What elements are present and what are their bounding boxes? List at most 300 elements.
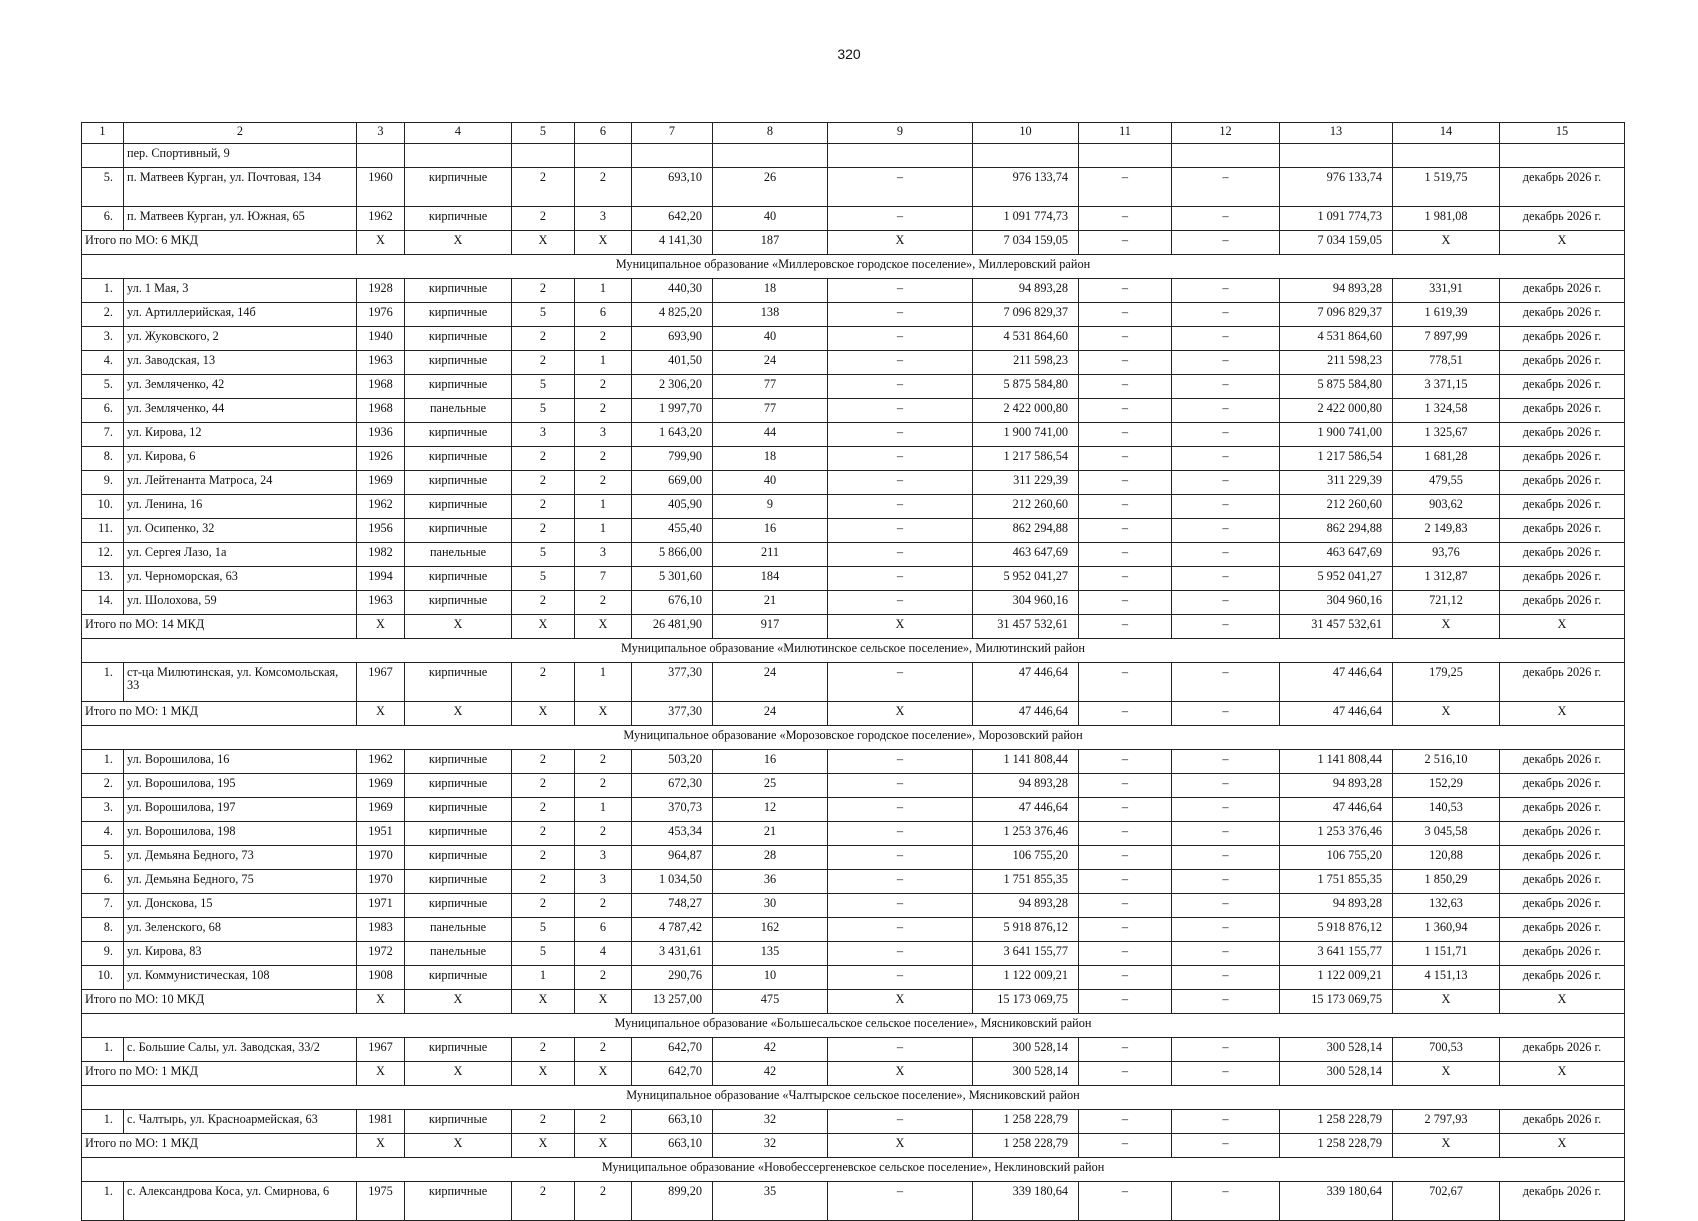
total-label: Итого по МО: 1 МКД (82, 1062, 357, 1086)
cell-col-4: кирпичные (405, 447, 512, 471)
cell-col-12: – (1172, 822, 1280, 846)
total-cell-col-7: 4 141,30 (632, 231, 713, 255)
cell-col-5: 5 (512, 543, 575, 567)
cell-col-14: 1 324,58 (1393, 399, 1500, 423)
total-cell-col-7: 13 257,00 (632, 990, 713, 1014)
cell-col-14: 2 149,83 (1393, 519, 1500, 543)
cell-col-11: – (1079, 471, 1172, 495)
table-row (82, 144, 1625, 168)
cell-col-13: 47 446,64 (1280, 663, 1393, 702)
cell-col-1: 6. (82, 207, 124, 231)
cell-col-9: – (828, 798, 973, 822)
cell-col-8: 77 (713, 375, 828, 399)
cell-col-4: панельные (405, 942, 512, 966)
cell-col-15: декабрь 2026 г. (1500, 495, 1625, 519)
cell-col-11: – (1079, 351, 1172, 375)
cell-col-12: – (1172, 870, 1280, 894)
address-cell: ст-ца Милютинская, ул. Комсомольская, 33 (124, 663, 357, 702)
total-cell-col-15: X (1500, 702, 1625, 726)
total-cell-col-11: – (1079, 1134, 1172, 1158)
cell-col-14: 4 151,13 (1393, 966, 1500, 990)
cell-col-4: панельные (405, 543, 512, 567)
total-cell-col-13: 1 258 228,79 (1280, 1134, 1393, 1158)
cell-col-1: 8. (82, 918, 124, 942)
cell-col-3: 1951 (357, 822, 405, 846)
total-cell-col-3: X (357, 990, 405, 1014)
cell-col-9: – (828, 168, 973, 207)
cell-col-1: 2. (82, 303, 124, 327)
cell-col-9: – (828, 1182, 973, 1221)
total-cell-col-5: X (512, 231, 575, 255)
total-cell-col-8: 24 (713, 702, 828, 726)
total-cell-col-11: – (1079, 615, 1172, 639)
cell-col-5: 5 (512, 567, 575, 591)
cell-col-13: 1 141 808,44 (1280, 750, 1393, 774)
cell-col-15: декабрь 2026 г. (1500, 519, 1625, 543)
table-row (82, 798, 1625, 822)
column-number: 8 (713, 123, 828, 144)
total-row (82, 615, 1625, 639)
cell-col-7 (632, 144, 713, 168)
cell-col-13: 5 918 876,12 (1280, 918, 1393, 942)
registry-body (82, 123, 1625, 1221)
cell-col-12: – (1172, 846, 1280, 870)
cell-col-7: 455,40 (632, 519, 713, 543)
cell-col-7: 672,30 (632, 774, 713, 798)
cell-col-11: – (1079, 495, 1172, 519)
cell-col-6: 1 (575, 519, 632, 543)
cell-col-12: – (1172, 519, 1280, 543)
address-cell: ул. Кирова, 83 (124, 942, 357, 966)
cell-col-3: 1968 (357, 375, 405, 399)
cell-col-1: 6. (82, 399, 124, 423)
cell-col-7: 503,20 (632, 750, 713, 774)
cell-col-7: 405,90 (632, 495, 713, 519)
cell-col-9: – (828, 567, 973, 591)
address-cell: ул. Демьяна Бедного, 73 (124, 846, 357, 870)
cell-col-12: – (1172, 543, 1280, 567)
cell-col-12: – (1172, 942, 1280, 966)
column-number: 14 (1393, 123, 1500, 144)
cell-col-7: 4 825,20 (632, 303, 713, 327)
cell-col-14 (1393, 144, 1500, 168)
address-cell: ул. Коммунистическая, 108 (124, 966, 357, 990)
total-cell-col-11: – (1079, 990, 1172, 1014)
total-label: Итого по МО: 1 МКД (82, 702, 357, 726)
total-cell-col-12: – (1172, 990, 1280, 1014)
column-number: 12 (1172, 123, 1280, 144)
cell-col-5: 2 (512, 471, 575, 495)
cell-col-3: 1963 (357, 591, 405, 615)
cell-col-11: – (1079, 870, 1172, 894)
cell-col-13: 94 893,28 (1280, 279, 1393, 303)
cell-col-7: 799,90 (632, 447, 713, 471)
cell-col-6 (575, 144, 632, 168)
cell-col-6: 2 (575, 327, 632, 351)
cell-col-13: 300 528,14 (1280, 1038, 1393, 1062)
cell-col-4: кирпичные (405, 966, 512, 990)
cell-col-1: 10. (82, 966, 124, 990)
cell-col-12: – (1172, 1182, 1280, 1221)
total-cell-col-4: X (405, 1062, 512, 1086)
total-cell-col-12: – (1172, 231, 1280, 255)
total-row (82, 990, 1625, 1014)
total-cell-col-14: X (1393, 1134, 1500, 1158)
column-number: 11 (1079, 123, 1172, 144)
cell-col-13: 1 217 586,54 (1280, 447, 1393, 471)
cell-col-12: – (1172, 168, 1280, 207)
cell-col-3: 1960 (357, 168, 405, 207)
cell-col-1: 8. (82, 447, 124, 471)
cell-col-7: 377,30 (632, 663, 713, 702)
cell-col-5: 2 (512, 846, 575, 870)
cell-col-4 (405, 144, 512, 168)
table-row (82, 279, 1625, 303)
cell-col-3: 1967 (357, 1038, 405, 1062)
cell-col-12: – (1172, 894, 1280, 918)
total-row (82, 1062, 1625, 1086)
total-cell-col-7: 663,10 (632, 1134, 713, 1158)
section-header-row (82, 1086, 1625, 1110)
cell-col-5: 2 (512, 168, 575, 207)
cell-col-11: – (1079, 303, 1172, 327)
total-cell-col-10: 15 173 069,75 (973, 990, 1079, 1014)
cell-col-3: 1971 (357, 894, 405, 918)
cell-col-11: – (1079, 543, 1172, 567)
cell-col-9: – (828, 279, 973, 303)
cell-col-6: 2 (575, 1038, 632, 1062)
total-cell-col-3: X (357, 1134, 405, 1158)
cell-col-12: – (1172, 327, 1280, 351)
address-cell: ул. Ленина, 16 (124, 495, 357, 519)
cell-col-6: 3 (575, 207, 632, 231)
cell-col-8: 184 (713, 567, 828, 591)
cell-col-3: 1969 (357, 798, 405, 822)
cell-col-4: кирпичные (405, 750, 512, 774)
cell-col-11: – (1079, 1110, 1172, 1134)
cell-col-5: 2 (512, 822, 575, 846)
cell-col-11: – (1079, 567, 1172, 591)
cell-col-6: 2 (575, 1110, 632, 1134)
total-cell-col-13: 31 457 532,61 (1280, 615, 1393, 639)
cell-col-8: 40 (713, 327, 828, 351)
cell-col-13: 2 422 000,80 (1280, 399, 1393, 423)
cell-col-13: 339 180,64 (1280, 1182, 1393, 1221)
cell-col-10: 1 217 586,54 (973, 447, 1079, 471)
cell-col-5: 2 (512, 1038, 575, 1062)
table-row (82, 870, 1625, 894)
cell-col-3: 1981 (357, 1110, 405, 1134)
cell-col-7: 4 787,42 (632, 918, 713, 942)
cell-col-3: 1962 (357, 207, 405, 231)
cell-col-7: 1 997,70 (632, 399, 713, 423)
cell-col-14: 1 619,39 (1393, 303, 1500, 327)
cell-col-5: 2 (512, 870, 575, 894)
cell-col-6: 2 (575, 447, 632, 471)
header-row (82, 123, 1625, 144)
cell-col-14: 1 312,87 (1393, 567, 1500, 591)
cell-col-10: 212 260,60 (973, 495, 1079, 519)
cell-col-15: декабрь 2026 г. (1500, 774, 1625, 798)
section-title: Муниципальное образование «Миллеровское городское поселение», Миллеровский район (82, 255, 1625, 279)
cell-col-10: 1 258 228,79 (973, 1110, 1079, 1134)
cell-col-12: – (1172, 399, 1280, 423)
address-cell: п. Матвеев Курган, ул. Почтовая, 134 (124, 168, 357, 207)
table-row (82, 519, 1625, 543)
cell-col-1: 3. (82, 798, 124, 822)
total-cell-col-15: X (1500, 1134, 1625, 1158)
table-row (82, 351, 1625, 375)
cell-col-9: – (828, 918, 973, 942)
cell-col-14: 778,51 (1393, 351, 1500, 375)
cell-col-12: – (1172, 918, 1280, 942)
table-row (82, 168, 1625, 207)
cell-col-1: 6. (82, 870, 124, 894)
section-header-row (82, 1014, 1625, 1038)
cell-col-5: 3 (512, 423, 575, 447)
address-cell: ул. Донскова, 15 (124, 894, 357, 918)
cell-col-8: 40 (713, 471, 828, 495)
total-cell-col-9: X (828, 1134, 973, 1158)
cell-col-10: 4 531 864,60 (973, 327, 1079, 351)
cell-col-1: 1. (82, 1182, 124, 1221)
cell-col-14: 2 797,93 (1393, 1110, 1500, 1134)
cell-col-11: – (1079, 375, 1172, 399)
cell-col-11: – (1079, 798, 1172, 822)
total-cell-col-7: 642,70 (632, 1062, 713, 1086)
cell-col-4: кирпичные (405, 870, 512, 894)
total-cell-col-14: X (1393, 231, 1500, 255)
cell-col-15: декабрь 2026 г. (1500, 846, 1625, 870)
address-cell: пер. Спортивный, 9 (124, 144, 357, 168)
cell-col-7: 899,20 (632, 1182, 713, 1221)
total-cell-col-3: X (357, 1062, 405, 1086)
cell-col-4: кирпичные (405, 207, 512, 231)
table-row (82, 591, 1625, 615)
cell-col-4: кирпичные (405, 1110, 512, 1134)
page-number: 320 (837, 46, 861, 62)
cell-col-5: 1 (512, 966, 575, 990)
total-cell-col-14: X (1393, 990, 1500, 1014)
cell-col-10: 5 952 041,27 (973, 567, 1079, 591)
table-row (82, 1182, 1625, 1221)
cell-col-8: 35 (713, 1182, 828, 1221)
total-cell-col-13: 15 173 069,75 (1280, 990, 1393, 1014)
cell-col-15: декабрь 2026 г. (1500, 543, 1625, 567)
cell-col-1: 7. (82, 423, 124, 447)
address-cell: ул. 1 Мая, 3 (124, 279, 357, 303)
cell-col-11: – (1079, 1038, 1172, 1062)
table-row (82, 846, 1625, 870)
cell-col-13: 862 294,88 (1280, 519, 1393, 543)
cell-col-8: 25 (713, 774, 828, 798)
cell-col-8: 135 (713, 942, 828, 966)
cell-col-12: – (1172, 774, 1280, 798)
cell-col-12: – (1172, 303, 1280, 327)
total-row (82, 702, 1625, 726)
total-cell-col-12: – (1172, 1062, 1280, 1086)
cell-col-15: декабрь 2026 г. (1500, 351, 1625, 375)
cell-col-1: 3. (82, 327, 124, 351)
table-row (82, 894, 1625, 918)
cell-col-12: – (1172, 375, 1280, 399)
address-cell: с. Чалтырь, ул. Красноармейская, 63 (124, 1110, 357, 1134)
cell-col-8: 18 (713, 447, 828, 471)
cell-col-15: декабрь 2026 г. (1500, 1038, 1625, 1062)
cell-col-3: 1908 (357, 966, 405, 990)
total-cell-col-14: X (1393, 615, 1500, 639)
cell-col-15: декабрь 2026 г. (1500, 966, 1625, 990)
cell-col-14: 2 516,10 (1393, 750, 1500, 774)
cell-col-4: кирпичные (405, 894, 512, 918)
section-title: Муниципальное образование «Большесальское сельское поселение», Мясниковский район (82, 1014, 1625, 1038)
cell-col-8: 42 (713, 1038, 828, 1062)
cell-col-3: 1962 (357, 495, 405, 519)
cell-col-1: 13. (82, 567, 124, 591)
total-cell-col-15: X (1500, 231, 1625, 255)
cell-col-1: 9. (82, 471, 124, 495)
total-cell-col-6: X (575, 990, 632, 1014)
cell-col-8: 24 (713, 663, 828, 702)
cell-col-9: – (828, 471, 973, 495)
table-row (82, 423, 1625, 447)
cell-col-5: 2 (512, 327, 575, 351)
total-cell-col-15: X (1500, 990, 1625, 1014)
cell-col-12: – (1172, 1038, 1280, 1062)
total-cell-col-5: X (512, 1134, 575, 1158)
cell-col-11: – (1079, 663, 1172, 702)
cell-col-6: 2 (575, 168, 632, 207)
cell-col-14: 1 360,94 (1393, 918, 1500, 942)
cell-col-7: 5 301,60 (632, 567, 713, 591)
column-number: 5 (512, 123, 575, 144)
cell-col-10: 976 133,74 (973, 168, 1079, 207)
cell-col-7: 1 034,50 (632, 870, 713, 894)
cell-col-5: 5 (512, 399, 575, 423)
cell-col-6: 2 (575, 591, 632, 615)
cell-col-11: – (1079, 750, 1172, 774)
cell-col-9: – (828, 495, 973, 519)
cell-col-9: – (828, 351, 973, 375)
column-number: 2 (124, 123, 357, 144)
table-row (82, 966, 1625, 990)
cell-col-3: 1926 (357, 447, 405, 471)
cell-col-7: 440,30 (632, 279, 713, 303)
cell-col-6: 2 (575, 471, 632, 495)
cell-col-13: 1 253 376,46 (1280, 822, 1393, 846)
cell-col-4: кирпичные (405, 351, 512, 375)
total-cell-col-4: X (405, 231, 512, 255)
cell-col-12: – (1172, 1110, 1280, 1134)
cell-col-10: 2 422 000,80 (973, 399, 1079, 423)
cell-col-15: декабрь 2026 г. (1500, 207, 1625, 231)
total-cell-col-14: X (1393, 702, 1500, 726)
cell-col-3: 1956 (357, 519, 405, 543)
cell-col-5: 2 (512, 663, 575, 702)
cell-col-11: – (1079, 822, 1172, 846)
column-number: 3 (357, 123, 405, 144)
cell-col-8: 138 (713, 303, 828, 327)
address-cell: ул. Земляченко, 42 (124, 375, 357, 399)
table-row (82, 495, 1625, 519)
cell-col-13: 106 755,20 (1280, 846, 1393, 870)
cell-col-9: – (828, 399, 973, 423)
housing-registry-table (81, 122, 1625, 1221)
cell-col-15: декабрь 2026 г. (1500, 471, 1625, 495)
cell-col-14: 140,53 (1393, 798, 1500, 822)
cell-col-6: 2 (575, 894, 632, 918)
address-cell: ул. Сергея Лазо, 1а (124, 543, 357, 567)
cell-col-13 (1280, 144, 1393, 168)
cell-col-12: – (1172, 279, 1280, 303)
address-cell: ул. Земляченко, 44 (124, 399, 357, 423)
total-cell-col-9: X (828, 615, 973, 639)
cell-col-4: кирпичные (405, 822, 512, 846)
total-cell-col-6: X (575, 615, 632, 639)
cell-col-4: кирпичные (405, 327, 512, 351)
cell-col-4: кирпичные (405, 279, 512, 303)
address-cell: ул. Шолохова, 59 (124, 591, 357, 615)
cell-col-10: 1 122 009,21 (973, 966, 1079, 990)
cell-col-5: 2 (512, 798, 575, 822)
cell-col-4: кирпичные (405, 567, 512, 591)
cell-col-5: 2 (512, 1110, 575, 1134)
total-cell-col-13: 7 034 159,05 (1280, 231, 1393, 255)
section-header-row (82, 255, 1625, 279)
cell-col-13: 212 260,60 (1280, 495, 1393, 519)
address-cell: п. Матвеев Курган, ул. Южная, 65 (124, 207, 357, 231)
column-number: 13 (1280, 123, 1393, 144)
cell-col-9: – (828, 1110, 973, 1134)
total-cell-col-11: – (1079, 231, 1172, 255)
total-cell-col-4: X (405, 615, 512, 639)
cell-col-6: 6 (575, 918, 632, 942)
cell-col-8 (713, 144, 828, 168)
cell-col-9: – (828, 207, 973, 231)
column-number: 1 (82, 123, 124, 144)
section-title: Муниципальное образование «Милютинское сельское поселение», Милютинский район (82, 639, 1625, 663)
cell-col-4: панельные (405, 399, 512, 423)
cell-col-4: кирпичные (405, 846, 512, 870)
cell-col-15 (1500, 144, 1625, 168)
cell-col-14: 7 897,99 (1393, 327, 1500, 351)
cell-col-4: кирпичные (405, 519, 512, 543)
cell-col-5: 2 (512, 1182, 575, 1221)
cell-col-5: 2 (512, 519, 575, 543)
cell-col-12: – (1172, 447, 1280, 471)
total-row (82, 1134, 1625, 1158)
cell-col-11: – (1079, 423, 1172, 447)
cell-col-10: 7 096 829,37 (973, 303, 1079, 327)
cell-col-11: – (1079, 846, 1172, 870)
cell-col-4: кирпичные (405, 423, 512, 447)
cell-col-7: 964,87 (632, 846, 713, 870)
cell-col-5: 5 (512, 375, 575, 399)
cell-col-7: 290,76 (632, 966, 713, 990)
total-cell-col-10: 47 446,64 (973, 702, 1079, 726)
cell-col-7: 642,70 (632, 1038, 713, 1062)
cell-col-14: 179,25 (1393, 663, 1500, 702)
cell-col-9: – (828, 543, 973, 567)
cell-col-1: 2. (82, 774, 124, 798)
cell-col-10: 211 598,23 (973, 351, 1079, 375)
total-cell-col-6: X (575, 1134, 632, 1158)
total-cell-col-12: – (1172, 1134, 1280, 1158)
table-row (82, 822, 1625, 846)
cell-col-8: 162 (713, 918, 828, 942)
cell-col-13: 311 229,39 (1280, 471, 1393, 495)
cell-col-9: – (828, 750, 973, 774)
